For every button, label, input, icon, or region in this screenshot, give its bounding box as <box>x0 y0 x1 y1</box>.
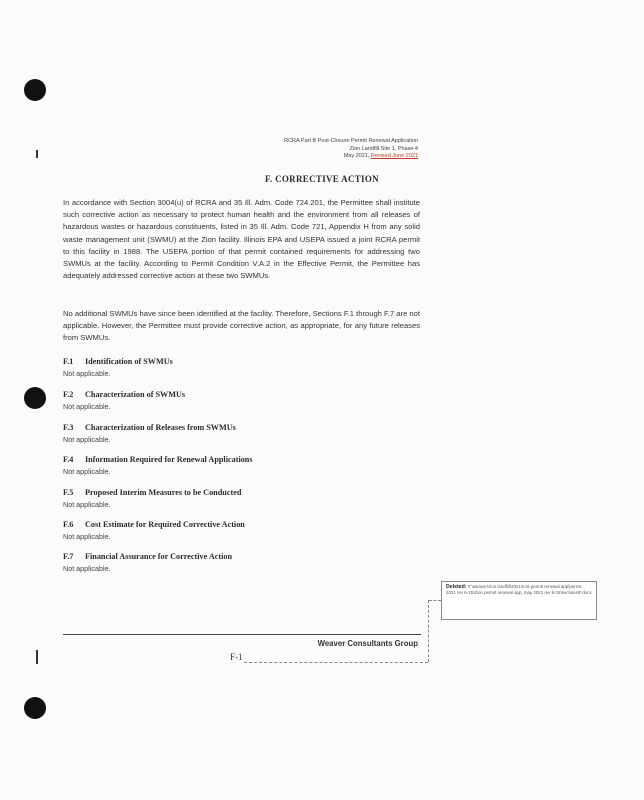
header-revised-date: Revised June 2021 <box>370 153 418 159</box>
section-f1 <box>63 355 423 380</box>
section-body: Not applicable. <box>63 467 111 476</box>
comment-anchor-line <box>244 662 428 663</box>
section-body: Not applicable. <box>63 532 111 541</box>
comment-text: Y:\weaver\zion landfill\2021\rcra permit renewal app\permit 2021 rev 6-15\Zion permit renewal app_may 2021 rev 6-15\sections\F.docx <box>446 584 592 596</box>
section-body: Not applicable. <box>63 564 111 573</box>
section-body: Not applicable. <box>63 402 111 411</box>
header-line-1: RCRA Part B Post-Closure Permit Renewal Application <box>284 138 418 144</box>
document-header <box>284 138 418 161</box>
punch-hole-middle <box>24 387 46 409</box>
page-number: F-1 <box>230 652 243 662</box>
section-f5 <box>63 486 423 511</box>
section-heading: F.7 Financial Assurance for Corrective Action <box>63 552 233 561</box>
section-body: Not applicable. <box>63 369 111 378</box>
punch-hole-bottom <box>24 697 46 719</box>
footer-company: Weaver Consultants Group <box>317 639 418 648</box>
header-line-3 <box>284 153 418 161</box>
section-f3 <box>63 421 423 446</box>
comment-connector-horizontal <box>429 600 441 601</box>
punch-hole-top <box>24 79 46 101</box>
section-heading: F.1 Identification of SWMUs <box>63 357 173 366</box>
comment-label: Deleted: <box>446 584 467 590</box>
section-f7 <box>63 550 423 575</box>
page-title: F. CORRECTIVE ACTION <box>265 174 379 184</box>
swmu-paragraph: No additional SWMUs have since been identified at the facility. Therefore, Sections F.1 through F.7 are not applicable. However, the Permittee must provide corrective action, as appropriate, for any future releases from SWMUs. <box>63 309 420 343</box>
section-f4 <box>63 453 423 478</box>
comment-connector-vertical <box>428 600 429 662</box>
section-f2 <box>63 388 423 413</box>
section-heading: F.5 Proposed Interim Measures to be Conducted <box>63 488 242 497</box>
header-date: May 2021, <box>343 153 370 159</box>
section-heading: F.3 Characterization of Releases from SWMUs <box>63 423 236 432</box>
deleted-comment-balloon[interactable] <box>441 581 597 620</box>
scan-mark-upper <box>36 150 38 158</box>
section-heading: F.2 Characterization of SWMUs <box>63 390 186 399</box>
section-heading: F.4 Information Required for Renewal Applications <box>63 455 253 464</box>
section-body: Not applicable. <box>63 435 111 444</box>
section-body: Not applicable. <box>63 500 111 509</box>
section-heading: F.6 Cost Estimate for Required Corrective Action <box>63 520 245 529</box>
footer-rule <box>63 634 421 635</box>
section-f6 <box>63 518 423 543</box>
intro-paragraph: In accordance with Section 3004(u) of RCRA and 35 Ill. Adm. Code 724.201, the Permittee shall institute such corrective action as necessary to protect human health and the environment from all releases of hazardous wastes or hazardous constituents, listed in 35 Ill. Adm. Code 721, Appendix H from any solid waste management unit (SWMU) at the Zion facility. Illinois EPA and USEPA issued a joint RCRA permit to this facility in 1988. The USEPA portion of that permit contained requirements for addressing two SWMUs at the facility. According to Permit Condition V.A.2 in the Effective Permit, the Permittee has adequately addressed corrective action at these two SWMUs. <box>63 198 420 281</box>
header-line-2: Zion Landfill Site 1, Phase 4 <box>349 145 418 152</box>
scan-mark-lower <box>36 650 38 664</box>
